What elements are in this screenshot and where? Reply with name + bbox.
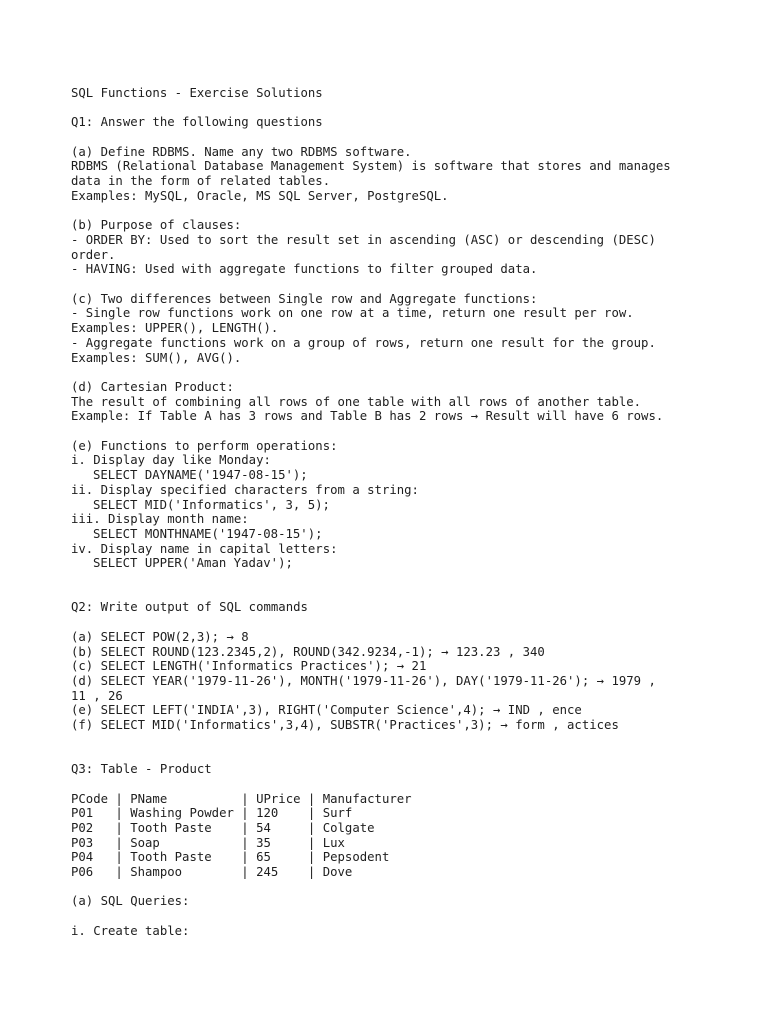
table-row: P06 | Shampoo | 245 | Dove [71, 865, 353, 880]
q3-sql-queries: (a) SQL Queries: [71, 894, 190, 909]
table-row: P02 | Tooth Paste | 54 | Colgate [71, 820, 375, 835]
q1c-aggregate-examples: Examples: SUM(), AVG(). [71, 350, 242, 365]
q2-output-line: (a) SELECT POW(2,3); → 8 [71, 629, 249, 644]
q1c-single-row: - Single row functions work on one row at a time, return one result per row. [71, 306, 634, 321]
q1c-question: (c) Two differences between Single row and Aggregate functions: [71, 291, 538, 306]
q1a-examples: Examples: MySQL, Oracle, MS SQL Server, PostgreSQL. [71, 188, 449, 203]
q1e-item-label: ii. Display specified characters from a string: [71, 482, 419, 497]
q1d-definition: The result of combining all rows of one table with all rows of another table. [71, 394, 642, 409]
q1d-example: Example: If Table A has 3 rows and Table B has 2 rows → Result will have 6 rows. [71, 409, 664, 424]
q2-output-line: (c) SELECT LENGTH('Informatics Practices'); → 21 [71, 659, 427, 674]
q2-output-line: (d) SELECT YEAR('1979-11-26'), MONTH('1979-11-26'), DAY('1979-11-26'); → 1979 , [71, 673, 656, 688]
q1e-item-query: SELECT MID('Informatics', 3, 5); [93, 497, 330, 512]
q1d-question: (d) Cartesian Product: [71, 379, 234, 394]
q1e-item-label: iii. Display month name: [71, 512, 249, 527]
q2-output-line: (b) SELECT ROUND(123.2345,2), ROUND(342.9234,-1); → 123.23 , 340 [71, 644, 545, 659]
q2-output-line: (e) SELECT LEFT('INDIA',3), RIGHT('Computer Science',4); → IND , ence [71, 703, 582, 718]
q1c-single-examples: Examples: UPPER(), LENGTH(). [71, 321, 279, 336]
q1e-question: (e) Functions to perform operations: [71, 438, 338, 453]
q1a-answer-line: data in the form of related tables. [71, 174, 331, 189]
q1b-having: - HAVING: Used with aggregate functions to filter grouped data. [71, 262, 538, 277]
q1e-item-label: iv. Display name in capital letters: [71, 541, 338, 556]
q1e-item-label: i. Display day like Monday: [71, 453, 271, 468]
q1b-order-by: order. [71, 247, 116, 262]
q3-heading: Q3: Table - Product [71, 762, 212, 777]
q1a-question: (a) Define RDBMS. Name any two RDBMS software. [71, 144, 412, 159]
q2-output-line: (f) SELECT MID('Informatics',3,4), SUBSTR('Practices',3); → form , actices [71, 718, 619, 733]
table-row: P01 | Washing Powder | 120 | Surf [71, 806, 353, 821]
document-page [71, 86, 761, 939]
q1e-item-query: SELECT DAYNAME('1947-08-15'); [93, 468, 308, 483]
q3-create-table: i. Create table: [71, 923, 190, 938]
table-row: P04 | Tooth Paste | 65 | Pepsodent [71, 850, 390, 865]
document-title: SQL Functions - Exercise Solutions [71, 86, 323, 100]
q1e-item-query: SELECT MONTHNAME('1947-08-15'); [93, 527, 323, 541]
q1e-item-query: SELECT UPPER('Aman Yadav'); [93, 556, 293, 571]
table-row: P03 | Soap | 35 | Lux [71, 835, 345, 850]
q1c-aggregate: - Aggregate functions work on a group of rows, return one result for the group. [71, 335, 656, 350]
q1b-question: (b) Purpose of clauses: [71, 218, 242, 233]
q1b-order-by: - ORDER BY: Used to sort the result set in ascending (ASC) or descending (DESC) [71, 232, 656, 247]
product-table [71, 792, 761, 880]
table-header-row: PCode | PName | UPrice | Manufacturer [71, 791, 412, 806]
q1-heading: Q1: Answer the following questions [71, 115, 323, 130]
q2-output-line: 11 , 26 [71, 688, 123, 703]
q2-heading: Q2: Write output of SQL commands [71, 600, 308, 615]
q1a-answer-line: RDBMS (Relational Database Management System) is software that stores and manages [71, 159, 671, 174]
